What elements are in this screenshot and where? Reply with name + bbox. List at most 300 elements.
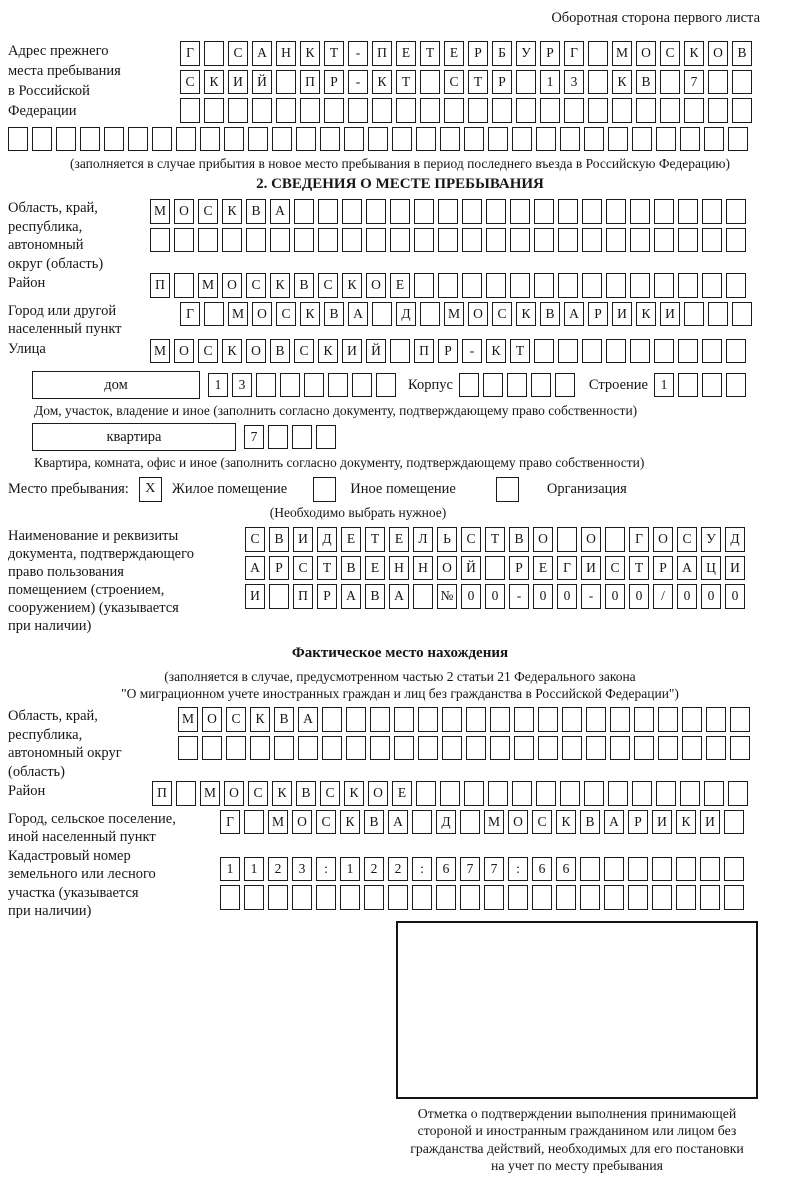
stroenie-label: Строение <box>588 377 648 393</box>
fact-region-block <box>8 707 792 781</box>
char-cell: Р <box>468 41 488 66</box>
prev-address-row-1 <box>180 41 756 66</box>
char-cell <box>348 98 368 123</box>
char-cell <box>344 127 364 152</box>
char-cell: Г <box>180 41 200 66</box>
char-cell <box>246 228 266 253</box>
char-cell: Т <box>317 556 337 581</box>
char-cell: И <box>700 810 720 835</box>
char-cell <box>414 273 434 298</box>
char-cell <box>276 98 296 123</box>
char-cell <box>370 707 390 732</box>
char-cell: А <box>604 810 624 835</box>
region-row-2 <box>150 228 750 253</box>
char-cell <box>178 736 198 761</box>
char-cell <box>678 373 698 398</box>
char-cell: М <box>612 41 632 66</box>
char-cell: К <box>516 302 536 327</box>
char-cell: 6 <box>556 857 576 882</box>
char-cell: С <box>246 273 266 298</box>
char-cell <box>438 199 458 224</box>
document-label: Наименование и реквизиты документа, подтверждающего право пользования помещением (строением, сооружением) (указывается при наличии) <box>8 528 194 634</box>
char-cell <box>174 273 194 298</box>
char-cell <box>510 228 530 253</box>
char-cell <box>507 373 527 398</box>
char-cell <box>420 98 440 123</box>
char-cell: Р <box>269 556 289 581</box>
char-cell <box>372 98 392 123</box>
char-cell <box>730 736 750 761</box>
char-cell <box>316 885 336 910</box>
char-cell <box>534 228 554 253</box>
char-cell <box>678 199 698 224</box>
fact-city-label: Город, сельское поселение, иной населенный пункт <box>8 810 176 845</box>
char-cell: К <box>340 810 360 835</box>
char-cell <box>562 736 582 761</box>
fact-city-block <box>8 810 792 847</box>
char-cell <box>390 228 410 253</box>
char-cell: Т <box>365 527 385 552</box>
char-cell: С <box>293 556 313 581</box>
char-cell <box>660 98 680 123</box>
char-cell: : <box>316 857 336 882</box>
char-cell <box>654 199 674 224</box>
region-label: Область, край, республика, автономный округ (область) <box>8 200 104 272</box>
char-cell <box>256 373 276 398</box>
char-cell: - <box>462 339 482 364</box>
char-cell <box>702 373 722 398</box>
char-cell <box>726 199 746 224</box>
char-cell: О <box>636 41 656 66</box>
char-cell <box>340 885 360 910</box>
char-cell: 3 <box>232 373 252 398</box>
char-cell: / <box>653 584 673 609</box>
char-cell <box>204 41 224 66</box>
char-cell: : <box>508 857 528 882</box>
char-cell <box>676 885 696 910</box>
char-cell <box>488 781 508 806</box>
document-row-2 <box>245 556 749 581</box>
char-cell: В <box>636 70 656 95</box>
char-cell: Т <box>420 41 440 66</box>
char-cell <box>412 810 432 835</box>
char-cell <box>174 228 194 253</box>
char-cell <box>726 273 746 298</box>
char-cell <box>416 781 436 806</box>
char-cell <box>582 339 602 364</box>
char-cell <box>628 857 648 882</box>
fact-city-row <box>220 810 748 835</box>
char-cell: Е <box>533 556 553 581</box>
fact-region-row-2 <box>178 736 754 761</box>
char-cell: С <box>276 302 296 327</box>
char-cell: А <box>270 199 290 224</box>
char-cell: О <box>437 556 457 581</box>
prev-address-block <box>8 41 792 127</box>
char-cell <box>486 199 506 224</box>
char-cell: С <box>444 70 464 95</box>
char-cell: П <box>300 70 320 95</box>
char-cell <box>658 707 678 732</box>
char-cell <box>244 885 264 910</box>
char-cell <box>440 781 460 806</box>
char-cell: Е <box>396 41 416 66</box>
char-cell <box>388 885 408 910</box>
char-cell: С <box>316 810 336 835</box>
char-cell: Т <box>468 70 488 95</box>
char-cell <box>342 199 362 224</box>
char-cell: С <box>245 527 265 552</box>
char-cell: Н <box>276 41 296 66</box>
char-cell <box>224 127 244 152</box>
char-cell <box>318 199 338 224</box>
char-cell <box>684 302 704 327</box>
char-cell <box>682 736 702 761</box>
char-cell <box>652 857 672 882</box>
char-cell: Р <box>438 339 458 364</box>
char-cell: Н <box>413 556 433 581</box>
char-cell <box>198 228 218 253</box>
char-cell: - <box>348 41 368 66</box>
char-cell: Е <box>341 527 361 552</box>
char-cell: 0 <box>701 584 721 609</box>
char-cell <box>612 98 632 123</box>
stay-type-label: Место пребывания: <box>8 481 129 497</box>
actual-location-caption-1: (заполняется в случае, предусмотренном частью 2 статьи 21 Федерального закона <box>164 669 636 684</box>
char-cell <box>604 885 624 910</box>
char-cell <box>464 781 484 806</box>
char-cell <box>610 736 630 761</box>
char-cell: 2 <box>388 857 408 882</box>
char-cell <box>558 199 578 224</box>
char-cell <box>304 373 324 398</box>
char-cell <box>440 127 460 152</box>
char-cell <box>32 127 52 152</box>
char-cell: Т <box>324 41 344 66</box>
char-cell: С <box>660 41 680 66</box>
char-cell: П <box>293 584 313 609</box>
char-cell <box>413 584 433 609</box>
char-cell: А <box>389 584 409 609</box>
char-cell: 6 <box>436 857 456 882</box>
char-cell <box>226 736 246 761</box>
char-cell: М <box>484 810 504 835</box>
char-cell: 0 <box>485 584 505 609</box>
char-cell <box>562 707 582 732</box>
char-cell <box>268 425 288 450</box>
char-cell <box>582 273 602 298</box>
char-cell: Ц <box>701 556 721 581</box>
char-cell <box>605 527 625 552</box>
char-cell: С <box>226 707 246 732</box>
char-cell <box>200 127 220 152</box>
char-cell: Й <box>366 339 386 364</box>
organization-label: Организация <box>546 481 627 497</box>
char-cell <box>732 70 752 95</box>
char-cell <box>678 273 698 298</box>
char-cell <box>732 98 752 123</box>
char-cell: И <box>725 556 745 581</box>
char-cell <box>152 127 172 152</box>
region-block <box>8 199 792 273</box>
char-cell <box>582 199 602 224</box>
char-cell <box>630 273 650 298</box>
char-cell <box>412 885 432 910</box>
char-cell: В <box>365 584 385 609</box>
cadastral-label: Кадастровый номер земельного или лесного участка (указывается при наличии) <box>8 847 156 919</box>
char-cell: Р <box>653 556 673 581</box>
char-cell <box>486 228 506 253</box>
char-cell: Т <box>485 527 505 552</box>
cadastral-row-1 <box>220 857 748 882</box>
char-cell: П <box>414 339 434 364</box>
char-cell: В <box>296 781 316 806</box>
char-cell <box>630 228 650 253</box>
char-cell: 2 <box>364 857 384 882</box>
char-cell <box>730 707 750 732</box>
document-row-3 <box>245 584 749 609</box>
char-cell: М <box>178 707 198 732</box>
char-cell: К <box>222 339 242 364</box>
char-cell: Д <box>317 527 337 552</box>
stamp-caption: Отметка о подтверждении выполнения принимающей стороной и иностранным гражданином или лицом без гражданства действий, необходимых для его постановки на учет по месту пребывания <box>410 1105 744 1173</box>
checkbox-organization <box>496 477 519 502</box>
char-cell <box>483 373 503 398</box>
char-cell <box>414 228 434 253</box>
city-row <box>180 302 756 327</box>
char-cell <box>604 857 624 882</box>
char-cell <box>588 98 608 123</box>
char-cell <box>280 373 300 398</box>
char-cell <box>538 736 558 761</box>
char-cell <box>324 98 344 123</box>
char-cell <box>536 781 556 806</box>
region-row-1 <box>150 199 750 224</box>
char-cell: С <box>228 41 248 66</box>
char-cell <box>488 127 508 152</box>
char-cell <box>180 98 200 123</box>
apartment-block <box>8 423 792 451</box>
char-cell: 1 <box>220 857 240 882</box>
char-cell: : <box>412 857 432 882</box>
char-cell <box>514 707 534 732</box>
char-cell <box>628 885 648 910</box>
char-cell: Й <box>252 70 272 95</box>
char-cell: - <box>348 70 368 95</box>
char-cell <box>708 302 728 327</box>
char-cell <box>724 810 744 835</box>
char-cell: Й <box>461 556 481 581</box>
char-cell: Ь <box>437 527 457 552</box>
prev-address-label: Адрес прежнего места пребывания в Российской Федерации <box>8 43 121 119</box>
char-cell <box>608 781 628 806</box>
char-cell: М <box>150 199 170 224</box>
district-block <box>8 273 792 302</box>
char-cell: И <box>612 302 632 327</box>
char-cell <box>244 810 264 835</box>
stay-type-hint: (Необходимо выбрать нужное) <box>269 505 447 520</box>
char-cell: С <box>294 339 314 364</box>
char-cell <box>392 127 412 152</box>
char-cell: К <box>372 70 392 95</box>
char-cell <box>462 228 482 253</box>
char-cell: К <box>342 273 362 298</box>
city-block <box>8 302 792 339</box>
char-cell <box>414 199 434 224</box>
char-cell <box>724 885 744 910</box>
char-cell <box>294 228 314 253</box>
char-cell: Д <box>725 527 745 552</box>
char-cell: И <box>245 584 265 609</box>
char-cell <box>588 70 608 95</box>
house-block <box>8 371 792 399</box>
char-cell: Б <box>492 41 512 66</box>
char-cell <box>534 199 554 224</box>
prev-address-row-2 <box>180 70 756 95</box>
char-cell: Р <box>492 70 512 95</box>
char-cell: 2 <box>268 857 288 882</box>
house-labelbox: дом <box>32 371 200 399</box>
char-cell: И <box>342 339 362 364</box>
fact-district-row <box>152 781 752 806</box>
city-label: Город или другой населенный пункт <box>8 302 122 337</box>
char-cell <box>702 228 722 253</box>
char-cell <box>104 127 124 152</box>
char-cell: 0 <box>605 584 625 609</box>
apartment-labelbox: квартира <box>32 423 236 451</box>
char-cell: П <box>372 41 392 66</box>
char-cell: 0 <box>533 584 553 609</box>
char-cell: С <box>198 199 218 224</box>
char-cell: А <box>252 41 272 66</box>
char-cell <box>485 556 505 581</box>
char-cell: 6 <box>532 857 552 882</box>
char-cell <box>728 781 748 806</box>
char-cell: К <box>250 707 270 732</box>
district-label: Район <box>8 275 46 291</box>
char-cell: С <box>318 273 338 298</box>
char-cell <box>202 736 222 761</box>
char-cell <box>540 98 560 123</box>
char-cell <box>416 127 436 152</box>
char-cell: О <box>252 302 272 327</box>
char-cell <box>682 707 702 732</box>
char-cell <box>342 228 362 253</box>
char-cell: В <box>732 41 752 66</box>
char-cell: С <box>198 339 218 364</box>
char-cell: О <box>468 302 488 327</box>
char-cell <box>726 373 746 398</box>
char-cell <box>252 98 272 123</box>
char-cell <box>490 707 510 732</box>
char-cell: М <box>200 781 220 806</box>
char-cell <box>352 373 372 398</box>
street-block <box>8 339 792 368</box>
char-cell <box>538 707 558 732</box>
char-cell <box>704 781 724 806</box>
char-cell: О <box>174 339 194 364</box>
house-caption: Дом, участок, владение и иное (заполнить согласно документу, подтверждающему право собственности) <box>34 403 638 418</box>
char-cell <box>606 339 626 364</box>
char-cell: Е <box>392 781 412 806</box>
char-cell <box>564 98 584 123</box>
char-cell <box>636 98 656 123</box>
char-cell: А <box>341 584 361 609</box>
char-cell: С <box>605 556 625 581</box>
char-cell <box>708 70 728 95</box>
char-cell: Е <box>389 527 409 552</box>
checkbox-other-premises <box>313 477 336 502</box>
char-cell: Е <box>444 41 464 66</box>
char-cell: А <box>677 556 697 581</box>
char-cell <box>328 373 348 398</box>
apartment-cells <box>244 425 340 450</box>
char-cell <box>296 127 316 152</box>
char-cell: М <box>444 302 464 327</box>
char-cell <box>557 527 577 552</box>
char-cell: В <box>324 302 344 327</box>
char-cell <box>700 857 720 882</box>
char-cell <box>176 781 196 806</box>
char-cell <box>484 885 504 910</box>
char-cell: М <box>268 810 288 835</box>
char-cell: У <box>701 527 721 552</box>
char-cell: К <box>636 302 656 327</box>
char-cell: О <box>366 273 386 298</box>
char-cell <box>466 707 486 732</box>
residential-label: Жилое помещение <box>171 481 288 497</box>
prev-address-row-4 <box>8 127 792 152</box>
char-cell: Р <box>317 584 337 609</box>
char-cell <box>678 228 698 253</box>
char-cell: А <box>348 302 368 327</box>
char-cell: О <box>222 273 242 298</box>
char-cell: К <box>300 41 320 66</box>
cadastral-row-2 <box>220 885 748 910</box>
char-cell: Г <box>557 556 577 581</box>
char-cell: О <box>292 810 312 835</box>
char-cell: К <box>318 339 338 364</box>
char-cell <box>322 736 342 761</box>
char-cell <box>438 228 458 253</box>
char-cell <box>298 736 318 761</box>
char-cell <box>176 127 196 152</box>
char-cell: Р <box>324 70 344 95</box>
char-cell: О <box>508 810 528 835</box>
char-cell <box>274 736 294 761</box>
char-cell: Г <box>564 41 584 66</box>
char-cell <box>204 302 224 327</box>
char-cell <box>608 127 628 152</box>
actual-location-title: Фактическое место нахождения <box>291 645 509 661</box>
char-cell: 1 <box>208 373 228 398</box>
char-cell: В <box>580 810 600 835</box>
char-cell: 3 <box>564 70 584 95</box>
house-cells <box>208 373 400 398</box>
char-cell <box>558 228 578 253</box>
page-header-note: Оборотная сторона первого листа <box>551 10 760 26</box>
char-cell <box>8 127 28 152</box>
char-cell: Р <box>588 302 608 327</box>
char-cell <box>300 98 320 123</box>
char-cell <box>80 127 100 152</box>
char-cell <box>580 857 600 882</box>
char-cell: - <box>581 584 601 609</box>
korpus-label: Корпус <box>408 377 453 393</box>
char-cell: А <box>388 810 408 835</box>
char-cell <box>656 127 676 152</box>
confirmation-stamp-box <box>396 921 758 1099</box>
